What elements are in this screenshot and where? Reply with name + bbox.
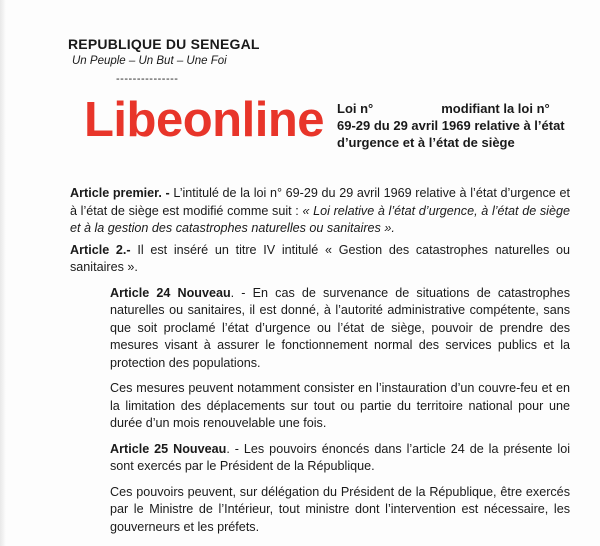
article-24-text: . - En cas de survenance de situations de catastrophes naturelles ou sanitaires, il est donné, à l’autorité administrative compétente, sans que soit proclamé l’état d’urgence ou l’état de siège, pouvoir de prendre des mesures visant à assurer le fonctionnement normal des services publics et la protection des populations.: [110, 285, 570, 370]
page-edge-shadow: [0, 0, 6, 546]
article-2-text: Il est inséré un titre IV intitulé « Gestion des catastrophes naturelles ou sanitaires ».: [70, 242, 570, 274]
article-2: [70, 242, 570, 277]
article-25-paragraph-2: Ces pouvoirs peuvent, sur délégation du Président de la République, être exercés par le Ministre de l’Intérieur, tout ministre dont l’intervention est nécessaire, les gouverneurs et les préfets.: [110, 484, 570, 534]
article-25: [110, 441, 570, 476]
article-24: [110, 285, 570, 373]
national-motto: Un Peuple – Un But – Une Foi: [72, 55, 227, 67]
document-body: [70, 185, 570, 540]
article-24-label: Article 24 Nouveau: [110, 285, 231, 300]
article-premier-label: Article premier. -: [70, 186, 170, 200]
law-title: [337, 100, 569, 151]
title-line1-end: modifiant la loi: [441, 101, 533, 116]
country-name: REPUBLIQUE DU SENEGAL: [68, 36, 260, 52]
watermark-logo: Libeonline: [84, 93, 324, 147]
header-separator: ---------------: [116, 73, 179, 85]
article-25-text: . - Les pouvoirs énoncés dans l’article 24 de la présente loi sont exercés par le Président de la République.: [110, 441, 570, 473]
article-premier: [70, 185, 570, 238]
document-header: [68, 36, 260, 85]
article-25-label: Article 25 Nouveau: [110, 441, 227, 456]
article-premier-quote: « Loi relative à l’état d’urgence, à l’état de siège et à la gestion des catastrophes naturelles ou sanitaires ».: [70, 203, 570, 235]
title-line1-start: Loi n°: [337, 101, 374, 116]
article-premier-text: L’intitulé de la loi n° 69-29 du 29 avril 1969 relative à l’état d’urgence et à l’état de siège est modifié comme suit :: [70, 186, 570, 218]
title-rest: n° 69-29 du 29 avril 1969 relative à l’état d’urgence et à l’état de siège: [337, 101, 565, 150]
article-24-paragraph-2: Ces mesures peuvent notamment consister en l’instauration d’un couvre-feu et en la limitation des déplacements sur tout ou partie du territoire national pour une durée d’un mois renouvelable une fois.: [110, 381, 570, 430]
article-2-label: Article 2.-: [70, 242, 131, 257]
